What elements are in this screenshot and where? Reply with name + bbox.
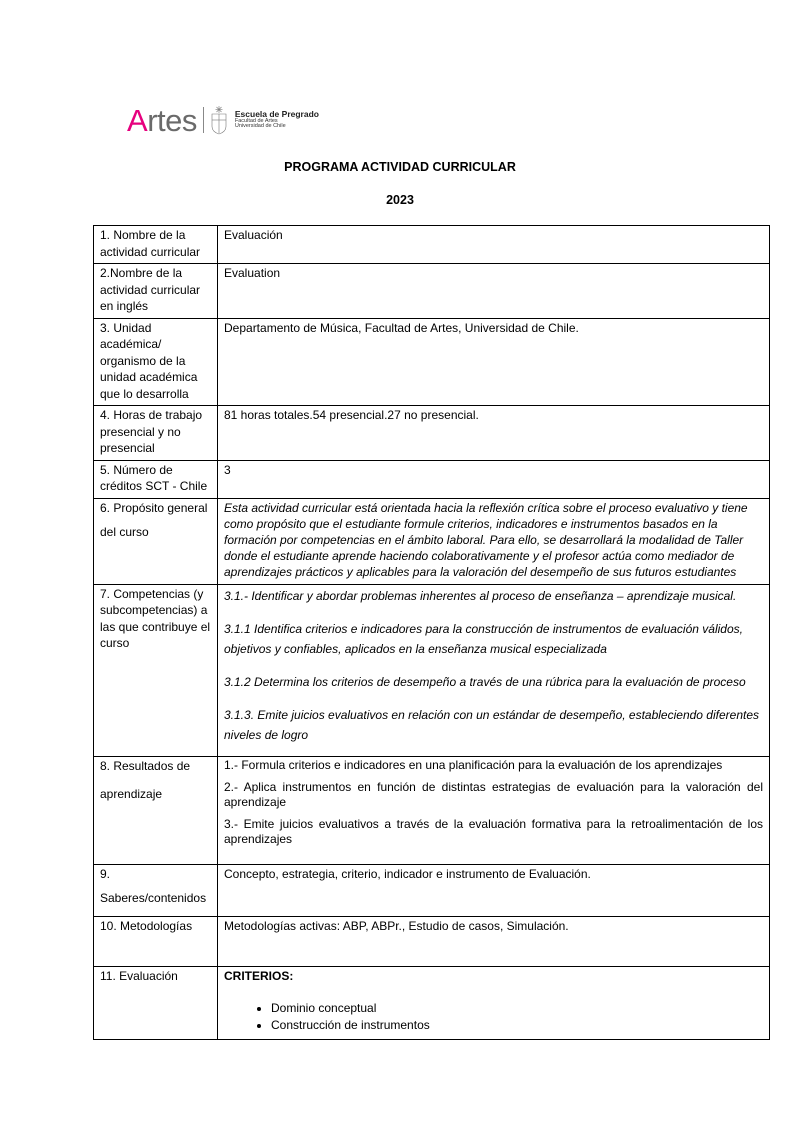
table-row	[94, 756, 770, 864]
row-value: Metodologías activas: ABP, ABPr., Estudio de casos, Simulación.	[218, 916, 770, 966]
table-row	[94, 916, 770, 966]
learning-outcome: 3.- Emite juicios evaluativos a través de la evaluación formativa para la retroalimentación de los aprendizajes	[224, 816, 763, 846]
table-row	[94, 226, 770, 264]
row-label-line: 6. Propósito general	[100, 500, 208, 515]
row-value: 3	[218, 460, 770, 498]
row-value: Evaluación	[218, 226, 770, 264]
logo-wordmark: Artes	[127, 102, 197, 138]
artes-logo	[127, 100, 319, 140]
table-row	[94, 318, 770, 406]
row-label: 1. Nombre de la actividad curricular	[94, 226, 218, 264]
row-value: 81 horas totales.54 presencial.27 no presencial.	[218, 406, 770, 461]
program-table	[93, 225, 770, 1040]
table-row	[94, 584, 770, 756]
row-label-line: 9.	[100, 866, 111, 881]
list-item: • Dominio conceptual	[271, 1000, 763, 1017]
row-label: 5. Número de créditos SCT - Chile	[94, 460, 218, 498]
table-row	[94, 460, 770, 498]
row-value	[218, 584, 770, 756]
row-value: Concepto, estrategia, criterio, indicador e instrumento de Evaluación.	[218, 864, 770, 916]
row-label: 2.Nombre de la actividad curricular en inglés	[94, 264, 218, 319]
logo-faculty-name: Facultad de Artes	[234, 117, 278, 124]
table-row	[94, 498, 770, 584]
table-row	[94, 864, 770, 916]
row-label-line: 8. Resultados de	[100, 758, 191, 773]
learning-outcome: 2.- Aplica instrumentos en función de distintas estrategias de evaluación para la valoración del aprendizaje	[224, 779, 763, 809]
competency-item: 3.1.2 Determina los criterios de desempeño a través de una rúbrica para la evaluación de proceso	[224, 674, 746, 689]
logo-university-name: Universidad de Chile	[234, 123, 286, 130]
row-label-line: del curso	[100, 525, 149, 539]
row-value: Esta actividad curricular está orientada hacia la reflexión crítica sobre el proceso evaluativo y tiene como propósito que el estudiante formule criterios, indicadores e instrumentos basados en la formación por competencias en el ámbito laboral. Para ello, se desarrollará la modalidad de Taller donde el estudiante aprende haciendo colaborativamente y el profesor actúa como mediador de aprendizajes prácticos y aplicables para la valoración del desempeño de sus futuros estudiantes	[218, 498, 770, 584]
university-seal-icon	[209, 105, 229, 135]
row-label-line: aprendizaje	[100, 787, 163, 801]
row-value: Evaluation	[218, 264, 770, 319]
competency-item: 3.1.1 Identifica criterios e indicadores para la construcción de instrumentos de evaluación válidos, objetivos y confiables, aplicados en la enseñanza musical especializada	[224, 621, 743, 656]
row-label: 3. Unidad académica/ organismo de la unidad académica que lo desarrolla	[94, 318, 218, 406]
row-label-line: Saberes/contenidos	[100, 891, 207, 905]
row-value: Departamento de Música, Facultad de Artes, Universidad de Chile.	[218, 318, 770, 406]
logo-school-name: Escuela de Pregrado	[234, 108, 319, 119]
logo-divider	[203, 107, 204, 133]
table-row	[94, 966, 770, 1039]
row-label: 10. Metodologías	[94, 916, 218, 966]
learning-outcome: 1.- Formula criterios e indicadores en una planificación para la evaluación de los aprendizajes	[224, 757, 723, 772]
competency-item: 3.1.- Identificar y abordar problemas inherentes al proceso de enseñanza – aprendizaje musical.	[224, 588, 737, 603]
criteria-heading: CRITERIOS:	[224, 968, 294, 983]
document-year: 2023	[386, 193, 414, 207]
row-label: 4. Horas de trabajo presencial y no presencial	[94, 406, 218, 461]
criteria-list	[224, 1000, 763, 1033]
row-value	[218, 756, 770, 864]
table-row	[94, 406, 770, 461]
list-item: • Construcción de instrumentos	[271, 1017, 763, 1034]
table-row	[94, 264, 770, 319]
competency-item: 3.1.3. Emite juicios evaluativos en relación con un estándar de desempeño, estableciendo diferentes niveles de logro	[224, 707, 760, 742]
row-label: 7. Competencias (y subcompetencias) a las que contribuye el curso	[94, 584, 218, 756]
row-value	[218, 966, 770, 1039]
row-label	[94, 498, 218, 584]
row-label: 11. Evaluación	[94, 966, 218, 1039]
row-label	[94, 864, 218, 916]
row-label	[94, 756, 218, 864]
document-title: PROGRAMA ACTIVIDAD CURRICULAR	[284, 160, 516, 174]
